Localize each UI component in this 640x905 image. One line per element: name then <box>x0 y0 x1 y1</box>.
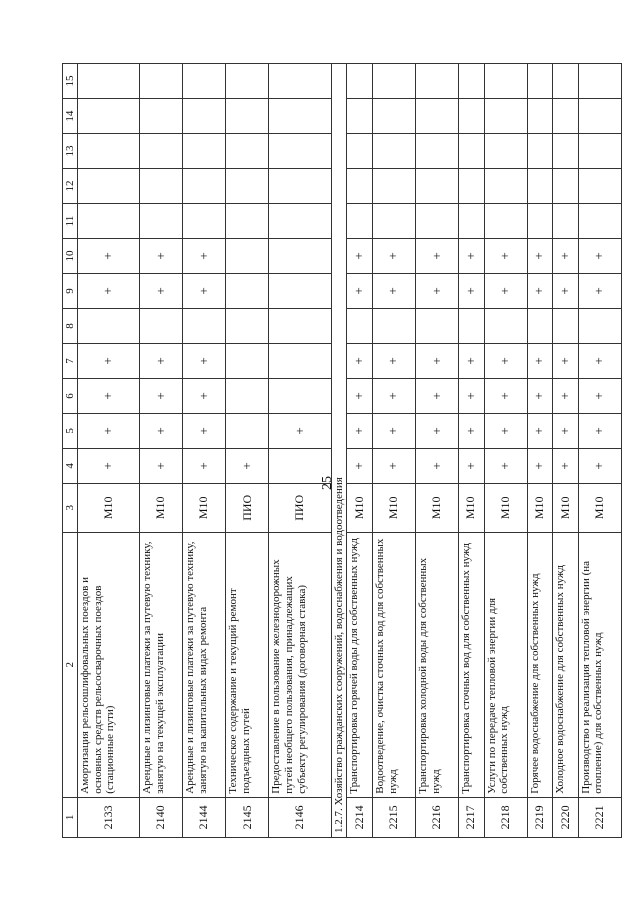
rotated-table-container <box>62 63 622 838</box>
table-row <box>140 64 183 838</box>
row-mark <box>484 99 527 134</box>
section-label: 1.2.7. Хозяйство гражданских сооружений, водоснабжения и водоотведения <box>331 64 347 838</box>
row-mark <box>484 134 527 169</box>
row-mark <box>269 273 331 308</box>
row-mark: + <box>347 343 373 378</box>
row-mark: + <box>372 378 415 413</box>
row-mark: + <box>578 273 621 308</box>
row-mark <box>347 64 373 99</box>
row-code: 2145 <box>226 797 269 837</box>
row-mark: + <box>527 378 553 413</box>
column-header: 4 <box>63 448 78 483</box>
row-mark: + <box>553 343 579 378</box>
row-mark: + <box>459 239 485 274</box>
row-mark <box>553 64 579 99</box>
row-mark <box>140 308 183 343</box>
row-mark <box>553 169 579 204</box>
row-mark <box>269 99 331 134</box>
row-method: М10 <box>484 483 527 532</box>
row-name: Арендные и лизинговые платежи за путевую технику, занятую на капитальных видах ремонта <box>183 532 226 797</box>
cost-items-table <box>62 63 622 838</box>
row-code: 2215 <box>372 797 415 837</box>
row-mark: + <box>484 239 527 274</box>
row-code: 2219 <box>527 797 553 837</box>
row-mark: + <box>226 448 269 483</box>
table-row <box>78 64 140 838</box>
row-mark <box>553 134 579 169</box>
section-row <box>331 64 347 838</box>
row-code: 2133 <box>78 797 140 837</box>
row-mark: + <box>484 273 527 308</box>
row-mark <box>269 239 331 274</box>
row-mark: + <box>415 239 458 274</box>
row-method: М10 <box>78 483 140 532</box>
row-mark <box>527 169 553 204</box>
row-mark <box>415 99 458 134</box>
row-mark: + <box>459 343 485 378</box>
row-mark: + <box>459 378 485 413</box>
column-header: 12 <box>63 169 78 204</box>
row-mark: + <box>527 273 553 308</box>
row-name: Предоставление в пользование железнодорожных путей необщего пользования, принадлежащих субъекту регулирования (договорная ставка) <box>269 532 331 797</box>
row-mark: + <box>459 448 485 483</box>
row-mark <box>415 134 458 169</box>
row-mark <box>484 308 527 343</box>
row-mark <box>78 64 140 99</box>
row-mark: + <box>140 343 183 378</box>
row-code: 2214 <box>347 797 373 837</box>
row-mark: + <box>183 239 226 274</box>
row-mark <box>459 64 485 99</box>
column-header: 5 <box>63 413 78 448</box>
table-row <box>459 64 485 838</box>
row-mark <box>372 64 415 99</box>
row-mark: + <box>527 239 553 274</box>
table-row <box>415 64 458 838</box>
table-row <box>269 64 331 838</box>
row-mark: + <box>183 413 226 448</box>
row-mark: + <box>553 378 579 413</box>
row-code: 2140 <box>140 797 183 837</box>
row-mark <box>553 204 579 239</box>
row-mark <box>347 204 373 239</box>
row-mark: + <box>415 413 458 448</box>
row-mark: + <box>484 448 527 483</box>
row-mark <box>269 378 331 413</box>
row-mark <box>372 308 415 343</box>
row-mark <box>459 99 485 134</box>
row-mark: + <box>78 239 140 274</box>
row-mark: + <box>78 378 140 413</box>
row-mark <box>183 169 226 204</box>
column-header: 2 <box>63 532 78 797</box>
row-mark: + <box>183 343 226 378</box>
row-mark <box>269 64 331 99</box>
row-mark <box>578 99 621 134</box>
row-mark <box>140 99 183 134</box>
row-mark <box>140 204 183 239</box>
row-mark <box>372 99 415 134</box>
row-mark: + <box>415 378 458 413</box>
row-mark: + <box>578 343 621 378</box>
row-mark: + <box>347 273 373 308</box>
row-mark: + <box>553 413 579 448</box>
row-mark <box>183 204 226 239</box>
row-method: М10 <box>578 483 621 532</box>
row-mark: + <box>415 343 458 378</box>
row-mark: + <box>553 239 579 274</box>
row-name: Горячее водоснабжение для собственных нужд <box>527 532 553 797</box>
row-mark <box>78 99 140 134</box>
row-mark <box>183 64 226 99</box>
row-mark <box>484 204 527 239</box>
row-mark <box>578 169 621 204</box>
row-mark: + <box>78 343 140 378</box>
row-code: 2221 <box>578 797 621 837</box>
row-mark <box>347 99 373 134</box>
row-name: Транспортировка горячей воды для собственных нужд <box>347 532 373 797</box>
row-mark: + <box>553 448 579 483</box>
row-mark: + <box>347 378 373 413</box>
table-row <box>527 64 553 838</box>
row-code: 2220 <box>553 797 579 837</box>
row-mark <box>484 64 527 99</box>
row-mark <box>527 308 553 343</box>
column-header: 13 <box>63 134 78 169</box>
row-method: М10 <box>372 483 415 532</box>
row-mark: + <box>484 378 527 413</box>
row-mark: + <box>527 343 553 378</box>
row-mark <box>226 273 269 308</box>
table-row <box>578 64 621 838</box>
row-mark <box>527 134 553 169</box>
row-mark <box>372 134 415 169</box>
row-mark <box>269 448 331 483</box>
row-name: Амортизация рельсошлифовальных поездов и основных средств рельсосварочных поездов (стационные пути) <box>78 532 140 797</box>
row-mark <box>183 99 226 134</box>
row-mark <box>183 308 226 343</box>
row-mark <box>372 204 415 239</box>
row-mark: + <box>347 448 373 483</box>
column-header: 3 <box>63 483 78 532</box>
table-body <box>78 64 622 838</box>
row-mark: + <box>183 273 226 308</box>
row-mark: + <box>527 448 553 483</box>
row-mark: + <box>78 273 140 308</box>
row-mark <box>140 169 183 204</box>
row-mark: + <box>140 239 183 274</box>
column-header: 8 <box>63 308 78 343</box>
row-mark: + <box>459 273 485 308</box>
row-mark: + <box>78 448 140 483</box>
row-method: М10 <box>527 483 553 532</box>
row-mark: + <box>553 273 579 308</box>
row-mark <box>578 308 621 343</box>
row-mark <box>527 99 553 134</box>
row-mark: + <box>372 273 415 308</box>
row-mark <box>140 134 183 169</box>
column-header: 6 <box>63 378 78 413</box>
row-mark: + <box>140 273 183 308</box>
row-mark: + <box>527 413 553 448</box>
table-row <box>553 64 579 838</box>
row-mark <box>484 169 527 204</box>
row-mark: + <box>484 343 527 378</box>
row-mark <box>415 308 458 343</box>
row-mark: + <box>78 413 140 448</box>
header-row <box>63 64 78 838</box>
row-mark <box>78 204 140 239</box>
row-mark <box>527 204 553 239</box>
column-header: 14 <box>63 99 78 134</box>
row-method: ПИО <box>269 483 331 532</box>
row-mark: + <box>183 448 226 483</box>
row-mark: + <box>372 343 415 378</box>
row-mark <box>226 413 269 448</box>
row-mark: + <box>140 378 183 413</box>
row-mark <box>269 169 331 204</box>
row-mark <box>578 64 621 99</box>
row-code: 2217 <box>459 797 485 837</box>
row-mark <box>459 308 485 343</box>
row-name: Производство и реализация тепловой энергии (на отопление) для собственных нужд <box>578 532 621 797</box>
row-mark <box>226 64 269 99</box>
row-mark: + <box>372 413 415 448</box>
row-mark <box>347 308 373 343</box>
row-mark <box>553 99 579 134</box>
row-name: Водоотведение, очистка сточных вод для собственных нужд <box>372 532 415 797</box>
row-code: 2146 <box>269 797 331 837</box>
row-mark <box>347 134 373 169</box>
row-mark <box>269 343 331 378</box>
row-mark: + <box>183 378 226 413</box>
row-mark <box>459 169 485 204</box>
row-mark <box>226 204 269 239</box>
row-mark <box>415 204 458 239</box>
table-row <box>183 64 226 838</box>
column-header: 10 <box>63 239 78 274</box>
row-mark: + <box>140 448 183 483</box>
table-row <box>372 64 415 838</box>
row-method: М10 <box>459 483 485 532</box>
row-mark: + <box>269 413 331 448</box>
row-name: Транспортировка холодной воды для собственных нужд <box>415 532 458 797</box>
table-row <box>484 64 527 838</box>
row-name: Холодное водоснабжение для собственных нужд <box>553 532 579 797</box>
row-mark <box>78 169 140 204</box>
row-method: М10 <box>183 483 226 532</box>
row-mark <box>578 204 621 239</box>
table-row <box>347 64 373 838</box>
row-mark: + <box>578 378 621 413</box>
row-mark: + <box>140 413 183 448</box>
row-mark <box>78 308 140 343</box>
row-mark: + <box>484 413 527 448</box>
row-mark <box>347 169 373 204</box>
row-mark <box>226 134 269 169</box>
row-mark <box>226 99 269 134</box>
row-name: Арендные и лизинговые платежи за путевую технику, занятую на текущей эксплуатации <box>140 532 183 797</box>
row-mark <box>226 239 269 274</box>
row-name: Транспортировка сточных вод для собственных нужд <box>459 532 485 797</box>
row-method: М10 <box>140 483 183 532</box>
row-code: 2144 <box>183 797 226 837</box>
row-mark: + <box>459 413 485 448</box>
row-mark: + <box>372 239 415 274</box>
row-mark <box>553 308 579 343</box>
row-mark: + <box>347 239 373 274</box>
row-mark <box>578 134 621 169</box>
row-mark <box>269 134 331 169</box>
row-mark <box>527 64 553 99</box>
page-number: 25 <box>320 476 335 490</box>
column-header: 7 <box>63 343 78 378</box>
row-mark <box>372 169 415 204</box>
row-mark <box>459 204 485 239</box>
row-mark: + <box>415 273 458 308</box>
column-header: 1 <box>63 797 78 837</box>
column-header: 11 <box>63 204 78 239</box>
row-mark <box>269 308 331 343</box>
row-method: М10 <box>347 483 373 532</box>
row-mark <box>269 204 331 239</box>
row-mark <box>415 169 458 204</box>
row-mark <box>459 134 485 169</box>
row-mark <box>183 134 226 169</box>
column-header: 15 <box>63 64 78 99</box>
row-mark <box>140 64 183 99</box>
row-mark <box>226 343 269 378</box>
row-mark: + <box>415 448 458 483</box>
row-mark <box>226 308 269 343</box>
row-name: Техническое содержание и текущий ремонт подъездных путей <box>226 532 269 797</box>
table-row <box>226 64 269 838</box>
row-mark <box>415 64 458 99</box>
column-header: 9 <box>63 273 78 308</box>
row-name: Услуги по передаче тепловой энергии для собственных нужд <box>484 532 527 797</box>
row-mark <box>226 169 269 204</box>
row-mark <box>78 134 140 169</box>
row-method: М10 <box>553 483 579 532</box>
row-mark: + <box>372 448 415 483</box>
row-mark: + <box>578 239 621 274</box>
row-code: 2218 <box>484 797 527 837</box>
row-mark: + <box>578 413 621 448</box>
row-mark: + <box>578 448 621 483</box>
row-method: ПИО <box>226 483 269 532</box>
row-code: 2216 <box>415 797 458 837</box>
row-mark <box>226 378 269 413</box>
row-method: М10 <box>415 483 458 532</box>
row-mark: + <box>347 413 373 448</box>
